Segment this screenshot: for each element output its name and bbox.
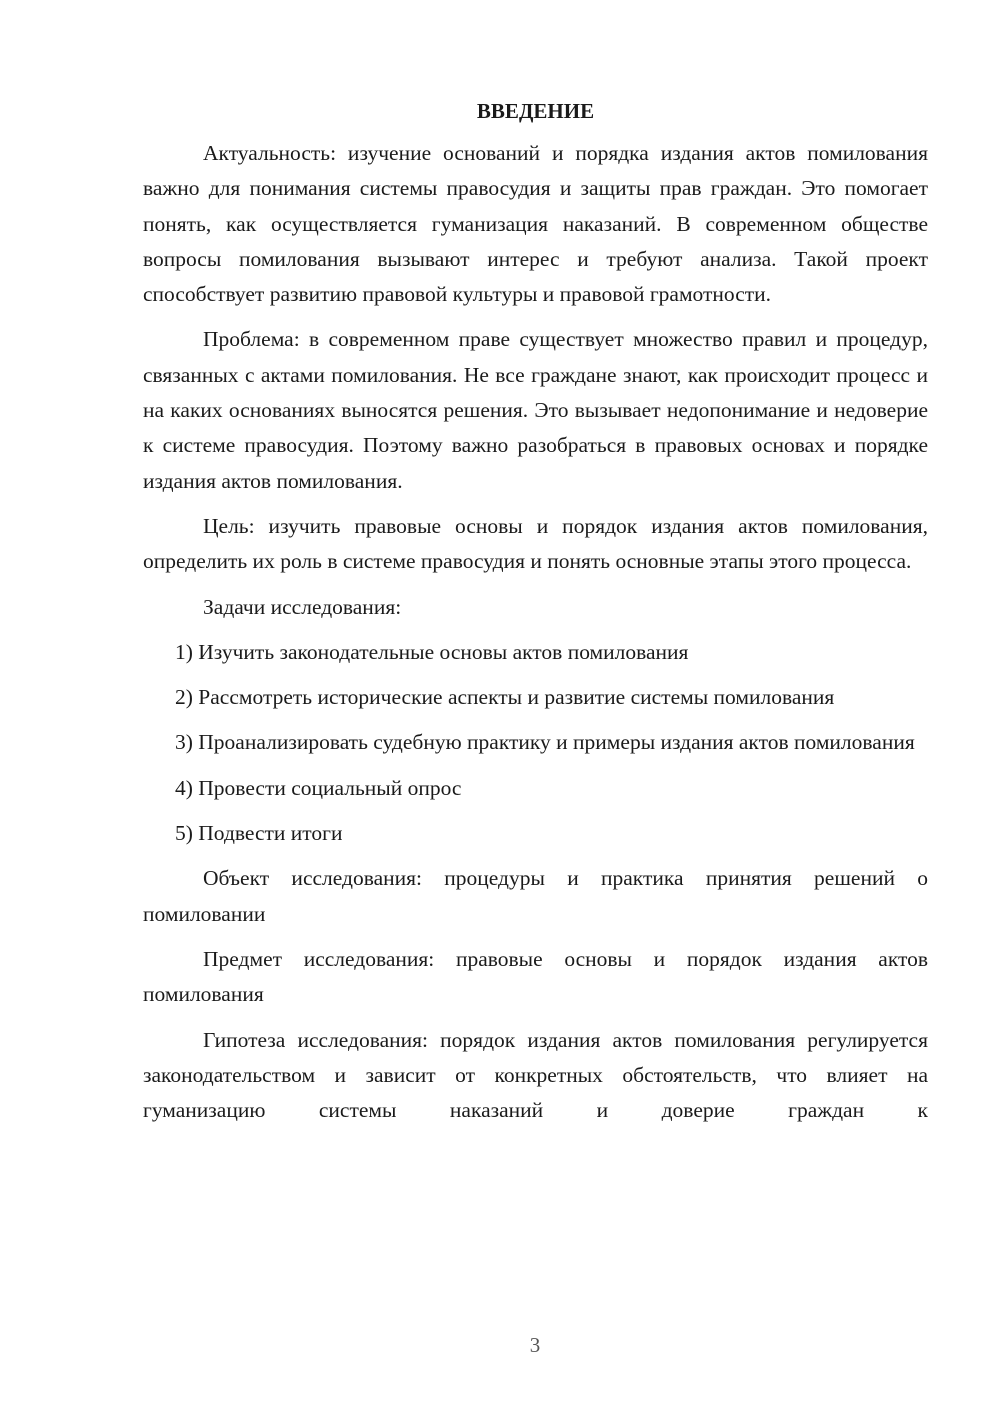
task-item-5: 5) Подвести итоги xyxy=(175,821,343,846)
paragraph-goal: Цель: изучить правовые основы и порядок издания актов помилования, определить их роль в системе правосудия и понять основные этапы этого процесса. xyxy=(143,513,928,574)
paragraph-object: Объект исследования: процедуры и практика принятия решений о помиловании xyxy=(143,866,928,926)
paragraph-problem: Проблема: в современном праве существует множество правил и процедур, связанных с актами помилования. Не все граждане знают, как происходит процесс и на каких основаниях выносятся решения. Это вызывает недопонимание и недоверие к системе правосудия. Поэтому важно разобраться в правовых основах и порядке издания актов помилования. xyxy=(143,327,928,493)
page-title: ВВЕДЕНИЕ xyxy=(476,99,595,123)
task-item-2: 2) Рассмотреть исторические аспекты и развитие системы помилования xyxy=(175,685,835,710)
page-number: 3 xyxy=(529,1333,541,1357)
paragraph-subject: Предмет исследования: правовые основы и порядок издания актов помилования xyxy=(143,946,928,1007)
task-item-1: 1) Изучить законодательные основы актов помилования xyxy=(175,639,689,664)
paragraph-relevance: Актуальность: изучение оснований и порядка издания актов помилования важно для понимания системы правосудия и защиты прав граждан. Это помогает понять, как осуществляется гуманизация наказаний. В современном обществе вопросы помилования вызывают интерес и требуют анализа. Такой проект способствует развитию правовой культуры и правовой грамотности. xyxy=(143,141,928,307)
task-item-3: 3) Проанализировать судебную практику и примеры издания актов помилования xyxy=(175,730,915,755)
page-content xyxy=(143,94,928,1128)
task-item-4: 4) Провести социальный опрос xyxy=(175,775,462,800)
paragraph-tasks-heading: Задачи исследования: xyxy=(203,594,402,619)
paragraph-hypothesis: Гипотеза исследования: порядок издания актов помилования регулируется законодательством и зависит от конкретных обстоятельств, что влияет на гуманизацию системы наказаний и доверие граждан к xyxy=(143,1027,928,1123)
